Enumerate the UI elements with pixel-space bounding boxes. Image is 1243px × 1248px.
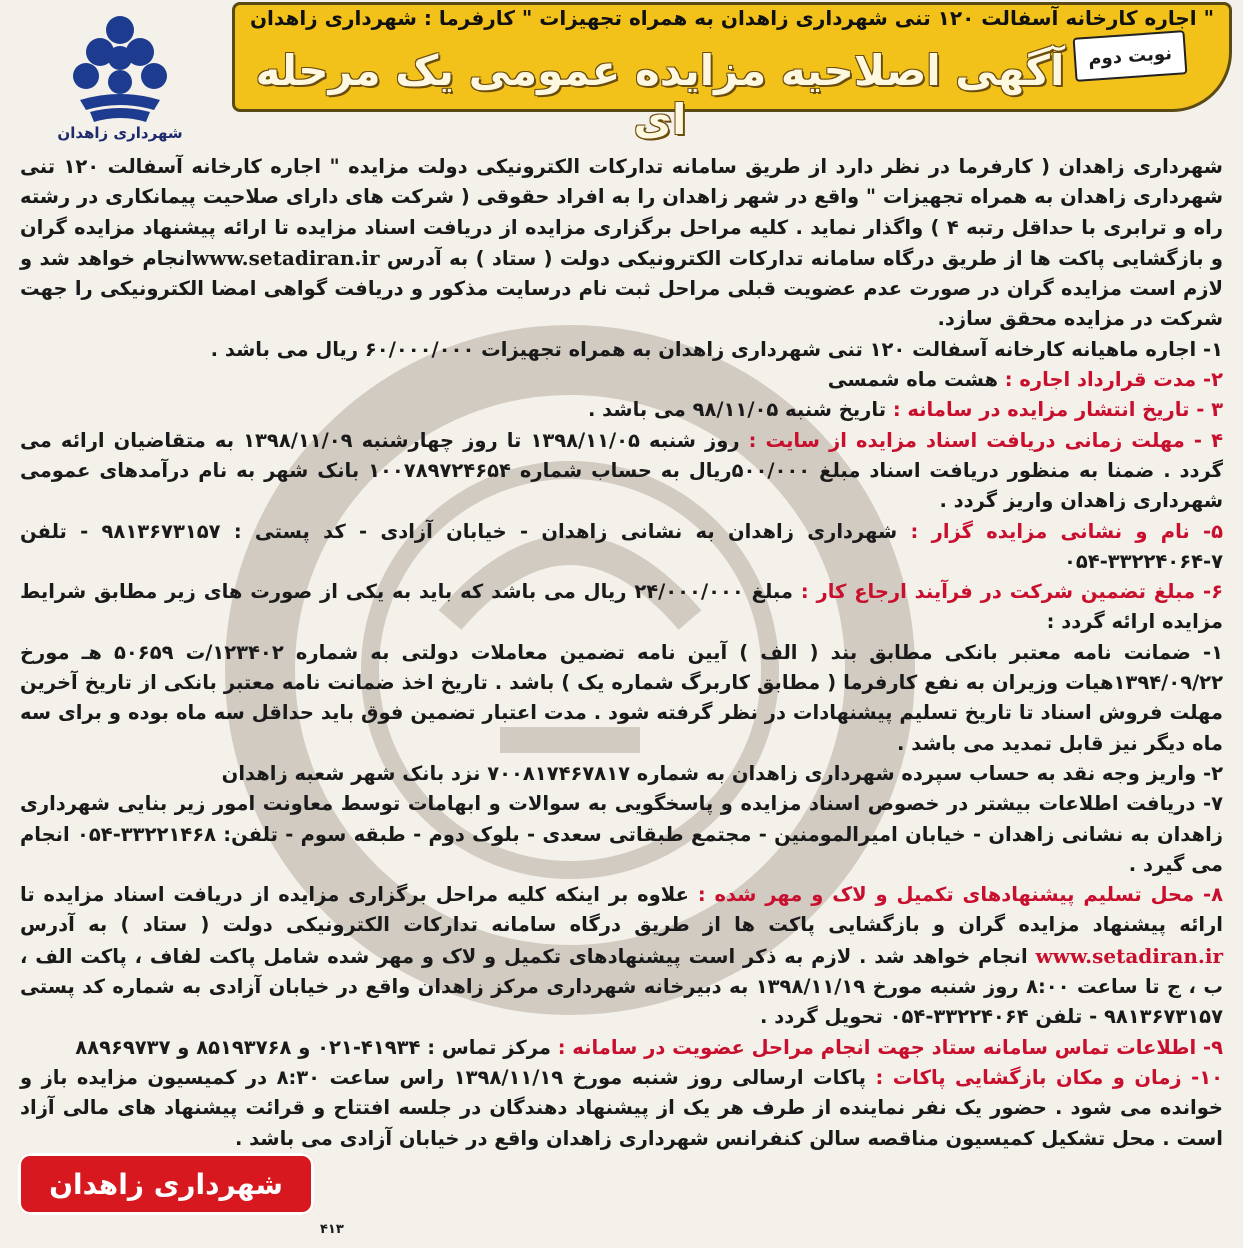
intro-text-1: شهرداری زاهدان ( کارفرما در نظر دارد از طریق سامانه تدارکات الکترونیکی دولت مزایده " اجاره کارخانه آسفالت ۱۲۰ تنی شهرداری زاهدان به همراه تجهیزات " واقع در شهر زاهدان را به افراد حقوقی ( شرکت های دارای صلاحیت پیمانکاری در رشته راه و ترابری با حداقل رتبه ۴ ) واگذار نماید . کلیه مراحل برگزاری مزایده از دریافت اسناد مزایده تا ارائه پیشنهاد مزایده گران و بازگشایی پاکت ها از طریق درگاه سامانه تدارکات الکترونیکی دولت ( ستاد ) به آدرس: [20, 155, 1223, 270]
sub-item-2: ۲- واریز وجه نقد به حساب سپرده شهرداری زاهدان به شماره ۷۰۰۸۱۷۴۶۷۸۱۷ نزد بانک شهر شعبه زاهدان: [221, 761, 1223, 785]
item-8-text-1: علاوه بر اینکه کلیه مراحل برگزاری مزایده از دریافت اسناد مزایده تا ارائه پیشنهاد مزایده گران و بازگشایی پاکت ها از طریق درگاه سامانه تدارکات الکترونیکی دولت ( ستاد ) به آدرس: [20, 883, 1223, 937]
item-3: [20, 395, 1223, 425]
setadiran-link-2[interactable]: www.setadiran.ir: [1035, 943, 1224, 968]
page-title: آگهی اصلاحیه مزایده عمومی یک مرحله ای: [255, 46, 1065, 144]
footer-org-badge: شهرداری زاهدان: [18, 1153, 314, 1215]
item-2-text: هشت ماه شمسی: [827, 368, 998, 392]
item-9: [20, 1033, 1223, 1063]
item-6-label: ۶- مبلغ تضمین شرکت در فرآیند ارجاع کار :: [800, 580, 1223, 604]
item-9-label: ۹- اطلاعات تماس سامانه ستاد جهت انجام مراحل عضویت در سامانه :: [557, 1035, 1223, 1059]
item-3-text: تاریخ شنبه ۹۸/۱۱/۰۵ می باشد .: [587, 398, 887, 422]
item-5-label: ۵- نام و نشانی مزایده گزار :: [910, 519, 1223, 543]
item-8-label: ۸- محل تسلیم پیشنهادهای تکمیل و لاک و مهر شده :: [697, 883, 1224, 907]
item-4-label: ۴ - مهلت زمانی دریافت اسناد مزایده از سایت :: [748, 428, 1223, 452]
item-8-text-2: انجام خواهد شد . لازم به ذکر است پیشنهادهای تکمیل و لاک و مهر شده شامل پاکت لفاف ، پاکت الف ، ب ، ج تا ساعت ۸:۰۰ روز شنبه مورخ ۱۳۹۸/۱۱/۱۹ به دبیرخانه شهرداری مرکز زاهدان واقع در خیابان آزادی به شماره کد پستی ۹۸۱۳۶۷۳۱۵۷ - تلفن ۳۳۲۲۴۰۶۴-۰۵۴ تحویل گردد .: [20, 944, 1223, 1029]
ad-body: [20, 152, 1223, 1154]
intro-paragraph: [20, 152, 1223, 335]
item-6: [20, 577, 1223, 638]
logo-caption: شهرداری زاهدان: [57, 124, 183, 142]
item-9-text: مرکز تماس : ۴۱۹۳۴-۰۲۱ و ۸۵۱۹۳۷۶۸ و ۸۸۹۶۹۷۳۷: [75, 1035, 551, 1059]
item-8: [20, 880, 1223, 1032]
item-4: [20, 426, 1223, 517]
page-number: ۴۱۳: [320, 1222, 344, 1237]
setadiran-link[interactable]: www.setadiran.ir: [192, 245, 380, 270]
item-5: [20, 517, 1223, 578]
item-5-text: شهرداری زاهدان به نشانی زاهدان - خیابان آزادی - کد پستی : ۹۸۱۳۶۷۳۱۵۷ - تلفن ۷-۳۳۲۲۴۰۶۴-۰۵۴: [20, 519, 1223, 573]
header-subtitle: " اجاره کارخانه آسفالت ۱۲۰ تنی شهرداری زاهدان به همراه تجهیزات " کارفرما : شهرداری زاهدان: [249, 6, 1214, 30]
item-4-text: روز شنبه ۱۳۹۸/۱۱/۰۵ تا روز چهارشنبه ۱۳۹۸/۱۱/۰۹ به متقاضیان ارائه می گردد . ضمنا به منظور دریافت اسناد مبلغ ۵۰۰/۰۰۰ریال به حساب شماره ۱۰۰۷۸۹۷۲۴۶۵۴ بانک شهر به نام درآمدهای عمومی شهرداری زاهدان واریز گردد .: [20, 428, 1224, 513]
item-10-text: پاکات ارسالی روز شنبه مورخ ۱۳۹۸/۱۱/۱۹ راس ساعت ۸:۳۰ در کمیسیون مزایده باز و خوانده می شود . حضور یک نفر نماینده از طرف هر یک از پیشنهاد دهندگان در جلسه افتتاح و قرائت پیشنهاد های مالی آزاد است . محل تشکیل کمیسیون مناقصه سالن کنفرانس شهرداری زاهدان واقع در خیابان آزادی می باشد .: [20, 1065, 1223, 1150]
item-1: ۱- اجاره ماهیانه کارخانه آسفالت ۱۲۰ تنی شهرداری زاهدان به همراه تجهیزات ۶۰/۰۰۰/۰۰۰ ریال می باشد .: [210, 337, 1223, 361]
item-2: [20, 365, 1223, 395]
item-10-label: ۱۰- زمان و مکان بازگشایی پاکات :: [875, 1065, 1223, 1089]
item-7: ۷- دریافت اطلاعات بیشتر در خصوص اسناد مزایده و پاسخگویی به سوالات و ابهامات توسط معاونت امور زیر بنایی شهرداری زاهدان به نشانی زاهدان - خیابان امیرالمومنین - مجتمع طبقاتی سعدی - بلوک دوم - طبقه سوم - تلفن: ۳۳۲۲۱۴۶۸-۰۵۴ انجام می گیرد .: [20, 792, 1223, 876]
item-2-label: ۲- مدت قرارداد اجاره :: [1004, 368, 1223, 392]
item-6-text: مبلغ ۲۴/۰۰۰/۰۰۰ ریال می باشد که باید به یکی از صورت های زیر مطابق شرایط مزایده ارائه گردد :: [20, 580, 1223, 634]
item-10: [20, 1063, 1223, 1154]
round-badge: نوبت دوم: [1073, 30, 1188, 82]
intro-text-2: انجام خواهد شد و لازم است مزایده گران در صورت عدم عضویت قبلی مراحل ثبت نام درسایت مذکور و دریافت گواهی امضا الکترونیکی را جهت شرکت در مزایده محقق سازد.: [20, 246, 1223, 331]
sub-item-1: ۱- ضمانت نامه معتبر بانکی مطابق بند ( الف ) آیین نامه تضمین معاملات دولتی به شماره ۱۲۳۴۰۲/ت ۵۰۶۵۹ هـ مورخ ۱۳۹۴/۰۹/۲۲هیات وزیران به نفع کارفرما ( مطابق کاربرگ شماره یک ) باشد . تاریخ اخذ ضمانت نامه معتبر بانکی از تاریخ آخرین مهلت فروش اسناد تا تاریخ تسلیم پیشنهادات در نظر گرفته شود . مدت اعتبار تضمین فوق باید حداقل سه ماه بوده و برای سه ماه دیگر نیز قابل تمدید می باشد .: [20, 640, 1223, 755]
item-3-label: ۳ - تاریخ انتشار مزایده در سامانه :: [892, 398, 1223, 422]
